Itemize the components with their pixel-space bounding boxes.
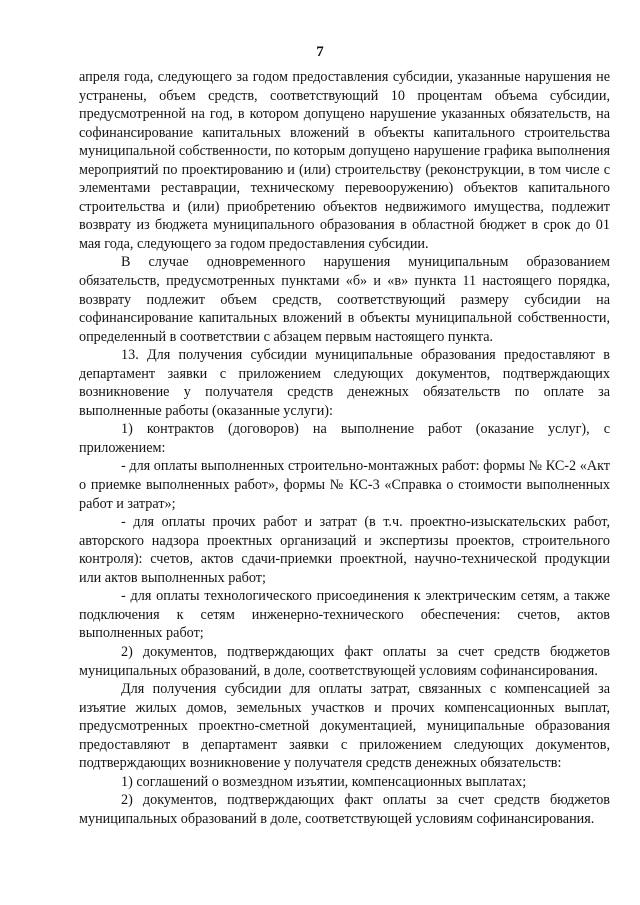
paragraph-1: апреля года, следующего за годом предоставления субсидии, указанные нарушения не устранены, объем средств, соответствующий 10 процентам объема субсидии, предусмотренной на год, в котором допущено нарушение указанных обязательств, на софинансирование капитальных вложений в объекты капитального строительства муниципальной собственности, по которым допущено нарушение графика выполнения мероприятий по проектированию и (или) строительству (реконструкции, в том числе с элементами реставрации, техническому перевооружению) объектов капитального строительства и (или) приобретению объектов недвижимого имущества, подлежит возврату из бюджета муниципального образования в областной бюджет в срок до 01 мая года, следующего за годом предоставления субсидии.	[79, 69, 610, 252]
paragraph-3: 13. Для получения субсидии муниципальные образования предоставляют в департамент заявки с приложением следующих документов, подтверждающих возникновение у получателя средств денежных обязательств по оплате за выполненные работы (оказанные услуги):	[79, 347, 610, 419]
paragraph-7: - для оплаты технологического присоединения к электрическим сетям, а также подключения к сетям инженерно-технического обеспечения: счетов, актов выполненных работ;	[79, 588, 610, 642]
paragraph-4: 1) контрактов (договоров) на выполнение работ (оказание услуг), с приложением:	[79, 421, 610, 456]
document-body	[79, 68, 610, 828]
page-number: 7	[316, 44, 324, 60]
paragraph-5: - для оплаты выполненных строительно-монтажных работ: формы № КС-2 «Акт о приемке выполненных работ», формы № КС-3 «Справка о стоимости выполненных работ и затрат»;	[79, 458, 610, 512]
paragraph-8: 2) документов, подтверждающих факт оплаты за счет средств бюджетов муниципальных образований, в доле, соответствующей условиям софинансирования.	[79, 643, 610, 679]
paragraph-11: 2) документов, подтверждающих факт оплаты за счет средств бюджетов муниципальных образований в доле, соответствующей условиям софинансирования.	[79, 792, 610, 827]
paragraph-2: В случае одновременного нарушения муниципальным образованием обязательств, предусмотренных пунктами «б» и «в» пункта 11 настоящего порядка, возврату подлежит объем средств, соответствующий размеру субсидии на софинансирование капитальных вложений в объекты муниципальной собственности, определенный в соответствии с абзацем первым настоящего пункта.	[79, 254, 610, 345]
paragraph-10: 1) соглашений о возмездном изъятии, компенсационных выплатах;	[121, 773, 527, 790]
paragraph-6: - для оплаты прочих работ и затрат (в т.ч. проектно-изыскательских работ, авторского надзора проектных организаций и экспертизы проектов, строительного контроля): счетов, актов сдачи-приемки проектной, научно-технической продукции или актов выполненных работ;	[79, 514, 610, 586]
paragraph-9: Для получения субсидии для оплаты затрат, связанных с компенсацией за изъятие жилых домов, земельных участков и прочих компенсационных выплат, предусмотренных проектно-сметной документацией, муниципальные образования предоставляют в департамент заявки с приложением следующих документов, подтверждающих возникновение у получателя средств денежных обязательств:	[79, 681, 610, 772]
